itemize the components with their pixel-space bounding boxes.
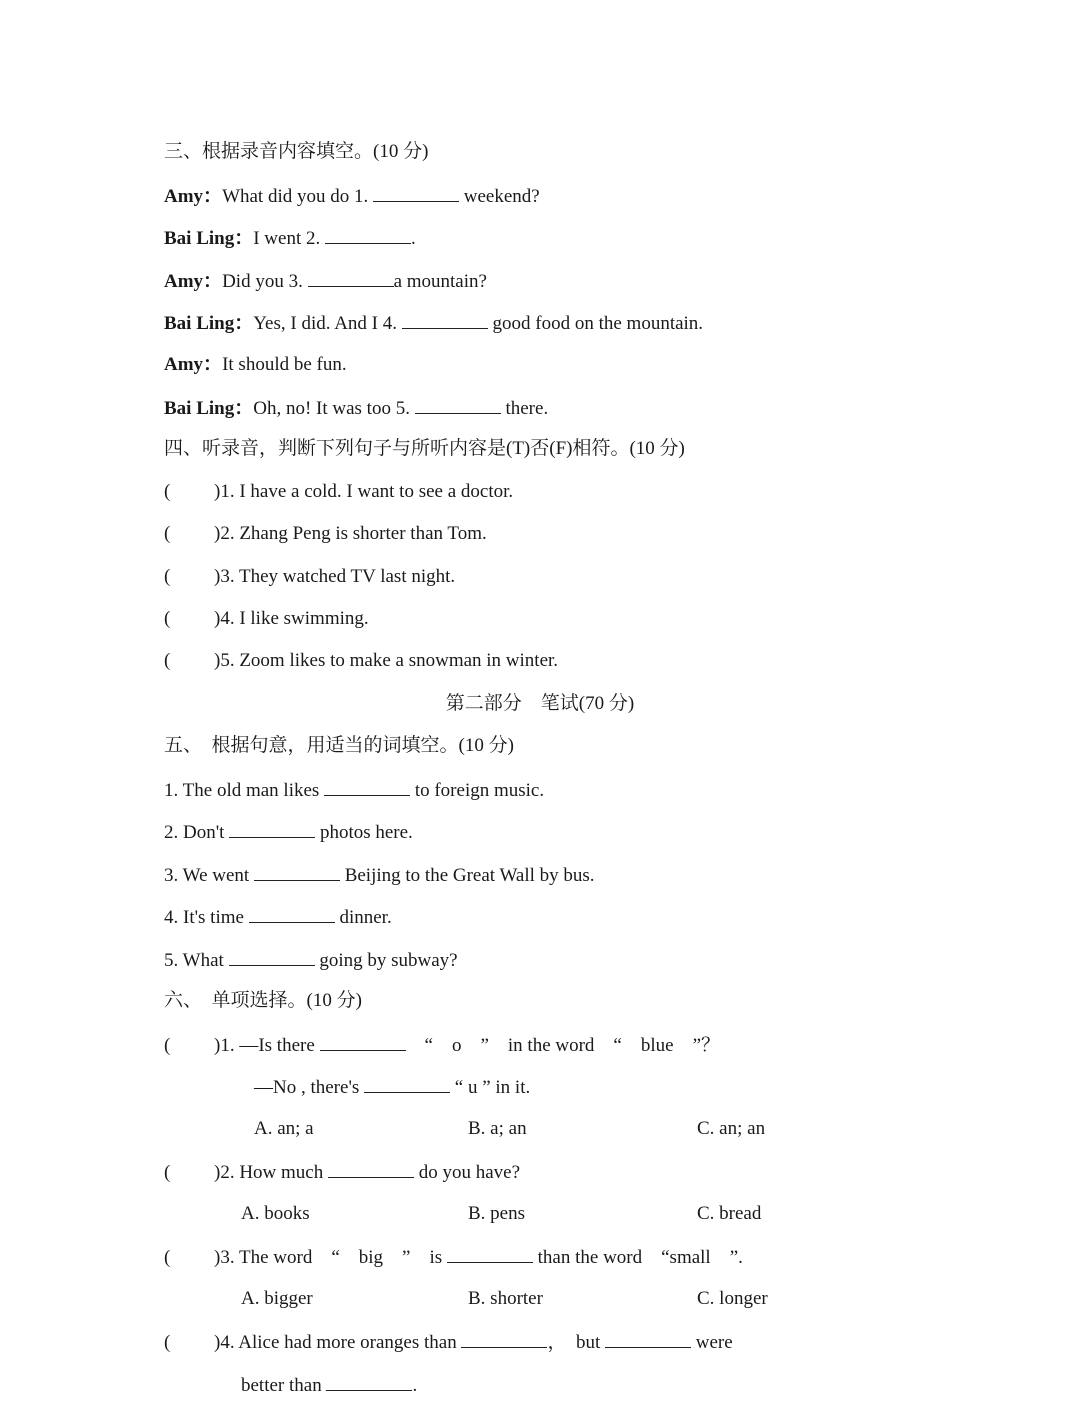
fill-text: going by subway? — [314, 950, 458, 971]
tf-item-text: )4. I like swimming. — [214, 608, 369, 629]
option-c: C. longer — [697, 1288, 768, 1309]
answer-paren: ( — [164, 1035, 171, 1056]
fill-text: to foreign music. — [410, 780, 545, 801]
answer-paren: ( — [164, 481, 171, 502]
fill-item-2 — [164, 819, 413, 845]
answer-paren: ( — [164, 1247, 171, 1268]
blank-1 — [373, 183, 459, 202]
question-text: were — [690, 1332, 733, 1353]
question-text: ， but — [547, 1332, 605, 1353]
tf-item-4 — [164, 607, 369, 631]
tf-item-3 — [164, 565, 455, 589]
part2-title: 第二部分 笔试(70 分) — [445, 693, 635, 714]
fill-text: dinner. — [334, 907, 392, 928]
blank-4 — [402, 310, 488, 329]
speaker: Amy： — [164, 186, 223, 207]
blank — [364, 1074, 450, 1093]
speaker: Bai Ling： — [164, 313, 254, 334]
line-text: there. — [500, 398, 549, 419]
line-text: Oh, no! It was too 5. — [253, 398, 415, 419]
section4-title: 四、听录音，判断下列句子与所听内容是(T)否(F)相符。(10 分) — [164, 438, 685, 459]
answer-paren: ( — [164, 523, 171, 544]
blank — [324, 777, 410, 796]
fill-item-5 — [164, 947, 458, 973]
mc-question-2 — [164, 1159, 520, 1185]
blank — [461, 1329, 547, 1348]
speaker: Bai Ling： — [164, 228, 254, 249]
dialog-line-6 — [164, 395, 548, 421]
answer-paren: ( — [164, 566, 171, 587]
tf-item-1 — [164, 480, 513, 504]
option-a: A. an; a — [254, 1118, 314, 1139]
speaker: Bai Ling： — [164, 398, 254, 419]
line-text: Did you 3. — [222, 271, 308, 292]
section6-title: 六、 单项选择。(10 分) — [164, 990, 362, 1011]
question-text: —No , there's — [254, 1077, 365, 1098]
blank — [447, 1244, 533, 1263]
fill-text: 2. Don't — [164, 822, 230, 843]
blank — [229, 947, 315, 966]
line-text: good food on the mountain. — [487, 313, 704, 334]
answer-paren: ( — [164, 1332, 171, 1353]
option-b: B. shorter — [468, 1288, 543, 1309]
blank — [320, 1032, 406, 1051]
line-text: weekend? — [459, 186, 540, 207]
fill-text: 5. What — [164, 950, 229, 971]
blank — [326, 1372, 412, 1391]
option-a: A. bigger — [241, 1288, 313, 1309]
answer-paren: ( — [164, 650, 171, 671]
blank-3 — [308, 268, 394, 287]
question-text: )1. —Is there — [214, 1035, 320, 1056]
section3-title: 三、根据录音内容填空。(10 分) — [164, 141, 429, 162]
question-text: than the word “small ”. — [532, 1247, 743, 1268]
section5-title: 五、 根据句意，用适当的词填空。(10 分) — [164, 735, 514, 756]
fill-text: 3. We went — [164, 865, 254, 886]
question-text: do you have? — [413, 1162, 521, 1183]
tf-item-text: )2. Zhang Peng is shorter than Tom. — [214, 523, 487, 544]
question-text: “ o ” in the word “ blue ”？ — [405, 1035, 721, 1056]
blank — [229, 819, 315, 838]
mc-question-3 — [164, 1244, 743, 1270]
line-text: Yes, I did. And I 4. — [253, 313, 402, 334]
option-c: C. bread — [697, 1203, 762, 1224]
mc-question-4 — [164, 1329, 733, 1355]
fill-text: 4. It's time — [164, 907, 249, 928]
line-text: What did you do 1. — [222, 186, 373, 207]
question-text: )4. Alice had more oranges than — [214, 1332, 462, 1353]
speaker: Amy： — [164, 354, 223, 375]
dialog-line-1 — [164, 183, 540, 209]
option-a: A. books — [241, 1203, 310, 1224]
fill-item-1 — [164, 777, 544, 803]
blank — [249, 904, 335, 923]
answer-paren: ( — [164, 1162, 171, 1183]
blank — [328, 1159, 414, 1178]
blank-5 — [415, 395, 501, 414]
option-c: C. an; an — [697, 1118, 766, 1139]
fill-text: photos here. — [315, 822, 413, 843]
fill-text: 1. The old man likes — [164, 780, 325, 801]
tf-item-2 — [164, 522, 487, 546]
option-b: B. a; an — [468, 1118, 527, 1139]
mc-question-4-line2 — [241, 1372, 417, 1398]
blank — [605, 1329, 691, 1348]
question-text: )3. The word “ big ” is — [214, 1247, 447, 1268]
blank — [254, 862, 340, 881]
line-text: It should be fun. — [222, 354, 347, 375]
line-text: I went 2. — [253, 228, 325, 249]
blank-2 — [325, 225, 411, 244]
dialog-line-4 — [164, 310, 703, 336]
question-text: “ u ” in it. — [450, 1077, 531, 1098]
fill-item-4 — [164, 904, 392, 930]
fill-item-3 — [164, 862, 595, 888]
dialog-line-5 — [164, 353, 347, 377]
option-b: B. pens — [468, 1203, 525, 1224]
line-text: . — [411, 228, 416, 249]
question-text: . — [412, 1375, 418, 1396]
fill-text: Beijing to the Great Wall by bus. — [339, 865, 595, 886]
answer-paren: ( — [164, 608, 171, 629]
tf-item-5 — [164, 649, 558, 673]
tf-item-text: )1. I have a cold. I want to see a doctor. — [214, 481, 514, 502]
mc-question-1 — [164, 1032, 720, 1058]
mc-question-1-line2 — [254, 1074, 530, 1100]
tf-item-text: )3. They watched TV last night. — [214, 566, 456, 587]
dialog-line-2 — [164, 225, 416, 251]
question-text: better than — [241, 1375, 327, 1396]
dialog-line-3 — [164, 268, 487, 294]
question-text: )2. How much — [214, 1162, 328, 1183]
line-text: a mountain? — [393, 271, 487, 292]
tf-item-text: )5. Zoom likes to make a snowman in winter. — [214, 650, 559, 671]
speaker: Amy： — [164, 271, 223, 292]
